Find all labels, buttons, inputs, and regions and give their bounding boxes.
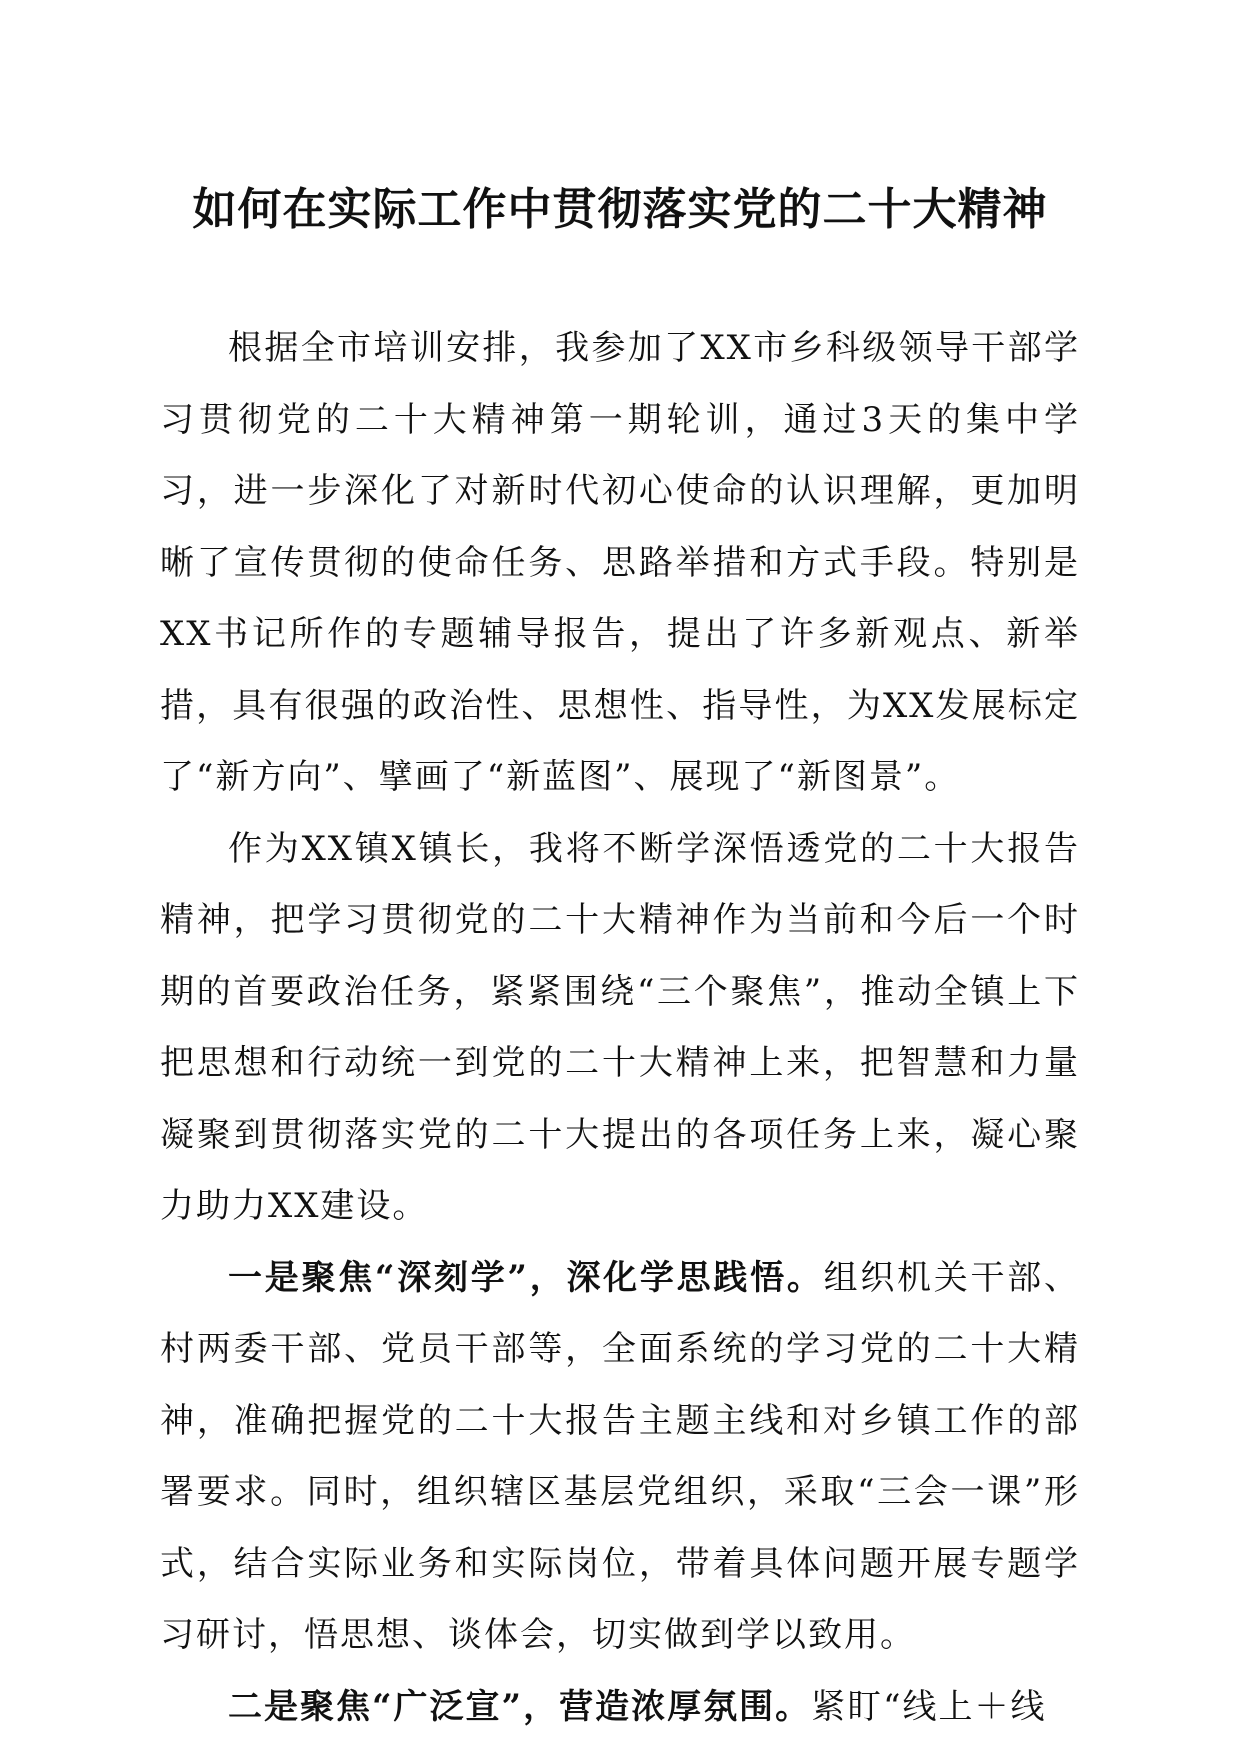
paragraph-lead: 二是聚焦“广泛宣”，营造浓厚氛围。 (228, 1686, 812, 1727)
paragraph-text: 紧盯“线上＋线 (811, 1686, 1047, 1727)
paragraph-training-intro (160, 313, 1080, 814)
paragraph-lead: 一是聚焦“深刻学”，深化学思践悟。 (228, 1257, 824, 1298)
paragraph-text: 组织机关干部、村两委干部、党员干部等，全面系统的学习党的二十大精神，准确把握党的二十大报告主题主线和对乡镇工作的部署要求。同时，组织辖区基层党组织，采取“三会一课”形式，结合实际业务和实际岗位，带着具体问题开展专题学习研讨，悟思想、谈体会，切实做到学以致用。 (160, 1257, 1080, 1655)
document-body (160, 313, 1080, 1743)
paragraph-focus-study (160, 1243, 1080, 1672)
paragraph-text: 作为XX镇X镇长，我将不断学深悟透党的二十大报告精神，把学习贯彻党的二十大精神作为当前和今后一个时期的首要政治任务，紧紧围绕“三个聚焦”，推动全镇上下把思想和行动统一到党的二十大精神上来，把智慧和力量凝聚到贯彻落实党的二十大提出的各项任务上来，凝心聚力助力XX建设。 (160, 828, 1080, 1226)
paragraph-text: 根据全市培训安排，我参加了XX市乡科级领导干部学习贯彻党的二十大精神第一期轮训，通过3天的集中学习，进一步深化了对新时代初心使命的认识理解，更加明晰了宣传贯彻的使命任务、思路举措和方式手段。特别是XX书记所作的专题辅导报告，提出了许多新观点、新举措，具有很强的政治性、思想性、指导性，为XX发展标定了“新方向”、擘画了“新蓝图”、展现了“新图景”。 (160, 328, 1080, 797)
paragraph-focus-publicity (160, 1672, 1080, 1744)
document-title: 如何在实际工作中贯彻落实党的二十大精神 (192, 184, 1048, 235)
paragraph-role-commitment (160, 814, 1080, 1243)
